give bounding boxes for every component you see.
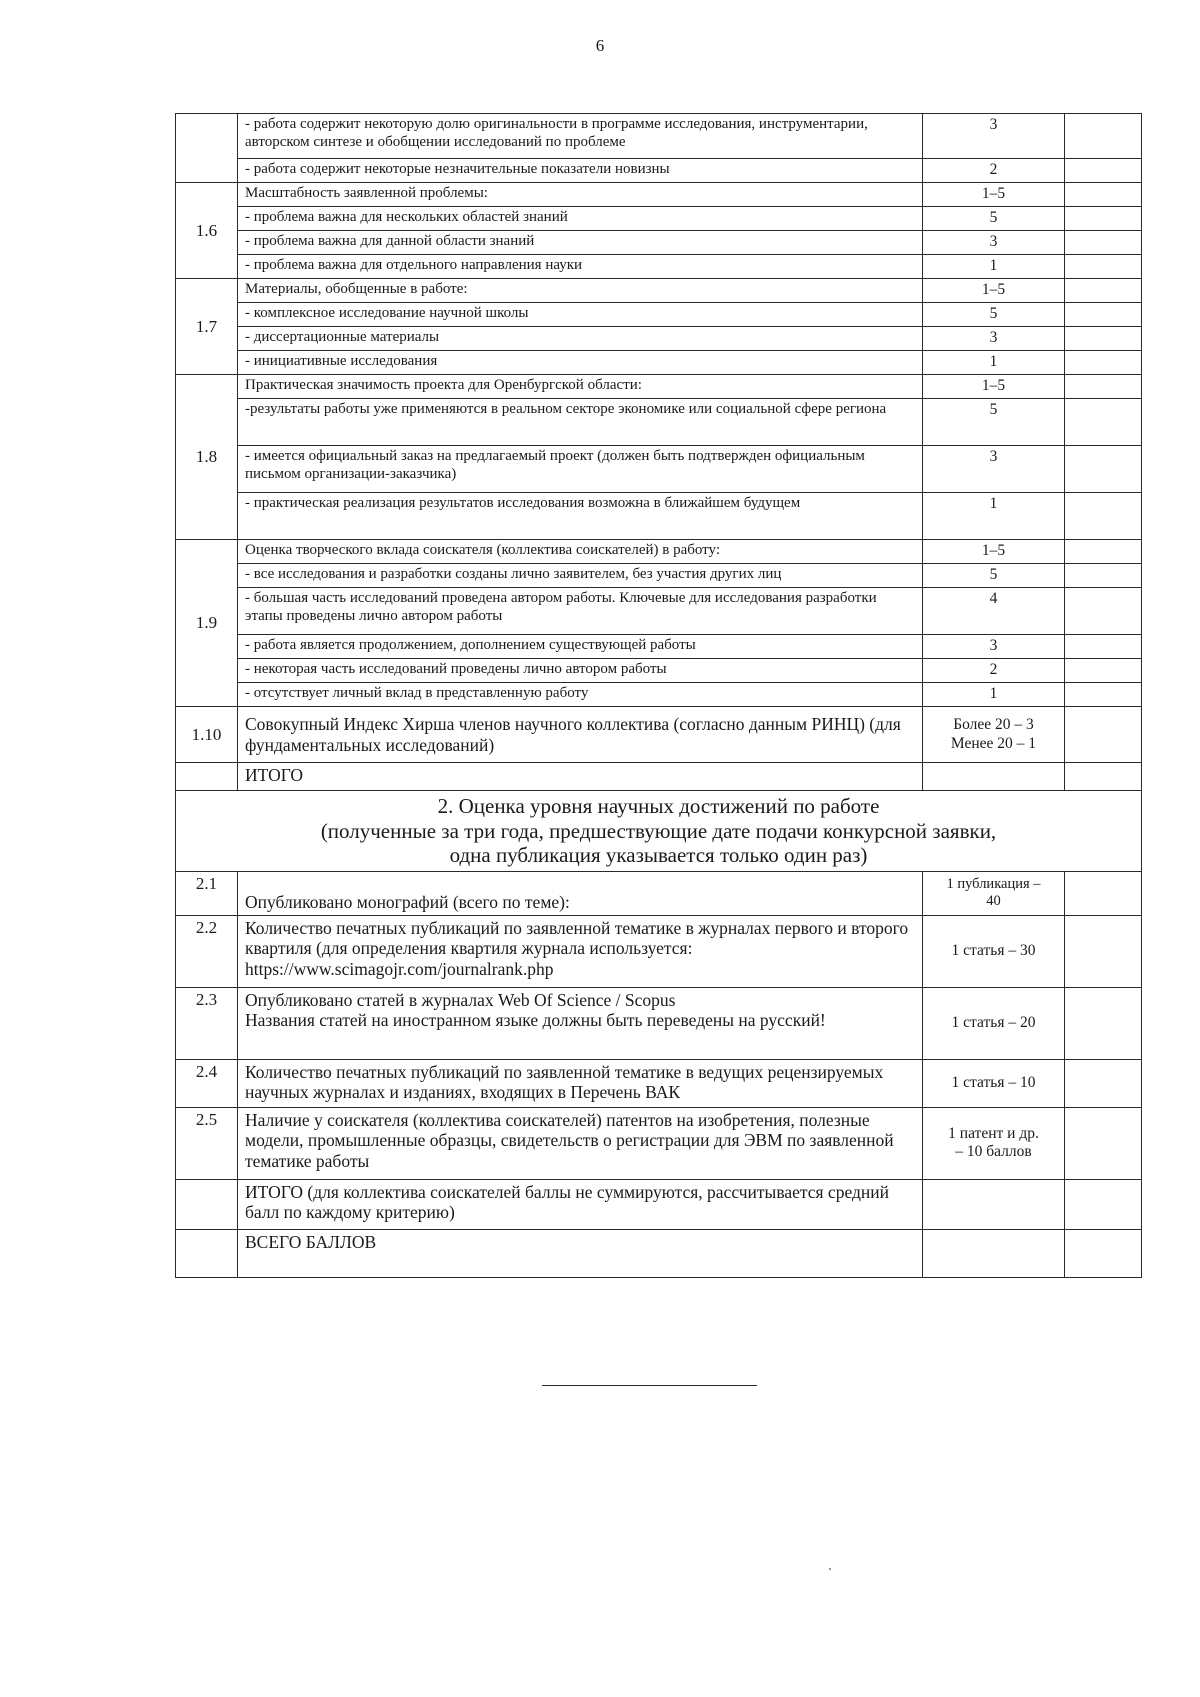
assessment-cell[interactable]: [1065, 303, 1142, 327]
assessment-cell[interactable]: [1065, 279, 1142, 303]
subtotal-label: ИТОГО (для коллектива соискателей баллы не суммируются, рассчитывается средний балл по каждому критерию): [238, 1179, 923, 1229]
assessment-cell[interactable]: [1065, 707, 1142, 763]
table-row: [176, 399, 1142, 446]
criterion-number: 1.8: [176, 375, 238, 540]
assessment-cell[interactable]: [1065, 635, 1142, 659]
score-rule-line: 40: [986, 893, 1001, 910]
closing-rule-divider: [542, 1385, 757, 1386]
table-row: [176, 303, 1142, 327]
criterion-title-line: Опубликовано статей в журналах Web Of Science / Scopus: [245, 989, 676, 1010]
table-row: [176, 987, 1142, 1059]
table-row: [176, 231, 1142, 255]
table-row: [176, 183, 1142, 207]
assessment-cell[interactable]: [1065, 493, 1142, 540]
table-row: [176, 279, 1142, 303]
table-row: [176, 159, 1142, 183]
table-row: [176, 255, 1142, 279]
table-row: [176, 207, 1142, 231]
criterion-number: 1.6: [176, 183, 238, 279]
criterion-score-range: 1–5: [923, 183, 1065, 207]
assessment-cell[interactable]: [1065, 987, 1142, 1059]
criterion-item-score: 3: [923, 635, 1065, 659]
assessment-cell[interactable]: [1065, 1107, 1142, 1179]
assessment-cell[interactable]: [1065, 183, 1142, 207]
section-heading: [176, 791, 1142, 872]
criterion-number-cell: [176, 114, 238, 183]
table-row: [176, 659, 1142, 683]
criterion-item-text: - работа содержит некоторую долю оригинальности в программе исследования, инструментарии, авторском синтезе и обобщении исследований по проблеме: [238, 114, 923, 159]
criterion-title: [238, 987, 923, 1059]
table-row: [176, 588, 1142, 635]
table-row: [176, 327, 1142, 351]
assessment-cell[interactable]: [1065, 683, 1142, 707]
table-row: [176, 707, 1142, 763]
criterion-title: Материалы, обобщенные в работе:: [238, 279, 923, 303]
criterion-score-range: 1–5: [923, 540, 1065, 564]
criterion-item-text: - инициативные исследования: [238, 351, 923, 375]
criterion-item-score: 3: [923, 231, 1065, 255]
assessment-cell[interactable]: [1065, 159, 1142, 183]
table-row: [176, 791, 1142, 872]
criterion-number: 2.1: [176, 871, 238, 915]
criterion-score-rule: [923, 1107, 1065, 1179]
criterion-title: Опубликовано монографий (всего по теме):: [238, 871, 923, 915]
score-rule-line: 1 публикация –: [946, 876, 1041, 893]
table-row: [176, 763, 1142, 791]
criterion-number: 2.2: [176, 915, 238, 987]
criterion-note: Названия статей на иностранном языке должны быть переведены на русский!: [245, 1010, 826, 1031]
score-rule-line: – 10 баллов: [955, 1143, 1032, 1161]
section-heading-line: одна публикация указывается только один раз): [449, 843, 868, 868]
criterion-number: 1.9: [176, 540, 238, 707]
assessment-cell[interactable]: [1065, 871, 1142, 915]
score-rule-line: Менее 20 – 1: [950, 734, 1037, 752]
assessment-cell[interactable]: [1065, 351, 1142, 375]
criterion-score-range: 1–5: [923, 279, 1065, 303]
criterion-item-text: - проблема важна для нескольких областей знаний: [238, 207, 923, 231]
criterion-score-rule: [923, 871, 1065, 915]
criterion-item-text: - проблема важна для данной области знаний: [238, 231, 923, 255]
criterion-score-range: 1–5: [923, 375, 1065, 399]
criterion-number: 1.10: [176, 707, 238, 763]
criterion-item-score: 1: [923, 255, 1065, 279]
assessment-cell[interactable]: [1065, 207, 1142, 231]
criterion-item-score: 5: [923, 207, 1065, 231]
criterion-number: 2.5: [176, 1107, 238, 1179]
table-row: [176, 1107, 1142, 1179]
table-row: [176, 446, 1142, 493]
assessment-cell[interactable]: [1065, 540, 1142, 564]
criterion-item-score: 5: [923, 399, 1065, 446]
assessment-cell[interactable]: [1065, 255, 1142, 279]
criterion-item-score: 1: [923, 351, 1065, 375]
table-row: [176, 683, 1142, 707]
table-row: [176, 1059, 1142, 1107]
page-number: 6: [595, 36, 605, 55]
criterion-score-rule: 1 статья – 10: [923, 1059, 1065, 1107]
criterion-item-score: 3: [923, 446, 1065, 493]
criterion-score-rule: 1 статья – 20: [923, 987, 1065, 1059]
criterion-number-cell: [176, 1229, 238, 1277]
table-row: [176, 1229, 1142, 1277]
assessment-cell[interactable]: [1065, 1059, 1142, 1107]
grand-total-label: ВСЕГО БАЛЛОВ: [238, 1229, 923, 1277]
assessment-cell[interactable]: [1065, 399, 1142, 446]
table-row: [176, 564, 1142, 588]
assessment-cell[interactable]: [1065, 1179, 1142, 1229]
criterion-item-score: 1: [923, 493, 1065, 540]
criterion-item-score: 1: [923, 683, 1065, 707]
criterion-number: 1.7: [176, 279, 238, 375]
criterion-item-score: 5: [923, 564, 1065, 588]
table-row: [176, 635, 1142, 659]
criterion-item-text: - работа является продолжением, дополнением существующей работы: [238, 635, 923, 659]
criterion-item-text: - проблема важна для отдельного направления науки: [238, 255, 923, 279]
criterion-number-cell: [176, 1179, 238, 1229]
criterion-item-text: - все исследования и разработки созданы лично заявителем, без участия других лиц: [238, 564, 923, 588]
criterion-title: Количество печатных публикаций по заявленной тематике в журналах первого и второго квартиля (для определения квартиля журнала используется: https://www.scimagojr.com/journalrank.php: [238, 915, 923, 987]
subtotal-label: ИТОГО: [238, 763, 923, 791]
criterion-item-score: 2: [923, 659, 1065, 683]
assessment-cell[interactable]: [1065, 588, 1142, 635]
criterion-item-text: - работа содержит некоторые незначительные показатели новизны: [238, 159, 923, 183]
table-row: [176, 375, 1142, 399]
table-row: [176, 493, 1142, 540]
criterion-item-text: - практическая реализация результатов исследования возможна в ближайшем будущем: [238, 493, 923, 540]
scan-speck: [829, 1568, 831, 1570]
criterion-item-text: - некоторая часть исследований проведены лично автором работы: [238, 659, 923, 683]
criterion-score-rule: [923, 707, 1065, 763]
score-rule-line: 1 патент и др.: [948, 1125, 1039, 1143]
criterion-title: Масштабность заявленной проблемы:: [238, 183, 923, 207]
table-row: [176, 915, 1142, 987]
criterion-item-text: - имеется официальный заказ на предлагаемый проект (должен быть подтвержден официальным письмом организации-заказчика): [238, 446, 923, 493]
criterion-item-score: 2: [923, 159, 1065, 183]
assessment-cell[interactable]: [1065, 1229, 1142, 1277]
assessment-cell[interactable]: [1065, 327, 1142, 351]
assessment-cell[interactable]: [1065, 114, 1142, 159]
section-heading-line: (полученные за три года, предшествующие дате подачи конкурсной заявки,: [320, 818, 997, 843]
evaluation-criteria-table: [175, 113, 1142, 1278]
criterion-item-score: 4: [923, 588, 1065, 635]
criterion-item-score: 5: [923, 303, 1065, 327]
criterion-number-cell: [176, 763, 238, 791]
table-row: [176, 540, 1142, 564]
table-row: [176, 114, 1142, 159]
score-cell: [923, 1179, 1065, 1229]
assessment-cell[interactable]: [1065, 659, 1142, 683]
criterion-item-text: - большая часть исследований проведена автором работы. Ключевые для исследования разработки этапы проведены лично автором работы: [238, 588, 923, 635]
score-cell: [923, 763, 1065, 791]
table-row: [176, 351, 1142, 375]
criterion-title: Оценка творческого вклада соискателя (коллектива соискателей) в работу:: [238, 540, 923, 564]
criterion-item-score: 3: [923, 114, 1065, 159]
criterion-item-text: -результаты работы уже применяются в реальном секторе экономике или социальной сфере региона: [238, 399, 923, 446]
criterion-title: Совокупный Индекс Хирша членов научного коллектива (согласно данным РИНЦ) (для фундаментальных исследований): [238, 707, 923, 763]
assessment-cell[interactable]: [1065, 564, 1142, 588]
assessment-cell[interactable]: [1065, 763, 1142, 791]
criterion-item-text: - диссертационные материалы: [238, 327, 923, 351]
table-row: [176, 1179, 1142, 1229]
criterion-item-text: - отсутствует личный вклад в представленную работу: [238, 683, 923, 707]
criterion-title: Практическая значимость проекта для Оренбургской области:: [238, 375, 923, 399]
table-row: [176, 871, 1142, 915]
criterion-title: Количество печатных публикаций по заявленной тематике в ведущих рецензируемых научных журналах и изданиях, входящих в Перечень ВАК: [238, 1059, 923, 1107]
criterion-item-text: - комплексное исследование научной школы: [238, 303, 923, 327]
assessment-cell[interactable]: [1065, 231, 1142, 255]
score-cell: [923, 1229, 1065, 1277]
criterion-number: 2.4: [176, 1059, 238, 1107]
assessment-cell[interactable]: [1065, 915, 1142, 987]
section-heading-line: 2. Оценка уровня научных достижений по работе: [437, 794, 880, 818]
criterion-title: Наличие у соискателя (коллектива соискателей) патентов на изобретения, полезные модели, промышленные образцы, свидетельств о регистрации для ЭВМ по заявленной тематике работы: [238, 1107, 923, 1179]
criterion-number: 2.3: [176, 987, 238, 1059]
criterion-score-rule: 1 статья – 30: [923, 915, 1065, 987]
assessment-cell[interactable]: [1065, 375, 1142, 399]
assessment-cell[interactable]: [1065, 446, 1142, 493]
score-rule-line: Более 20 – 3: [953, 716, 1034, 734]
criterion-item-score: 3: [923, 327, 1065, 351]
